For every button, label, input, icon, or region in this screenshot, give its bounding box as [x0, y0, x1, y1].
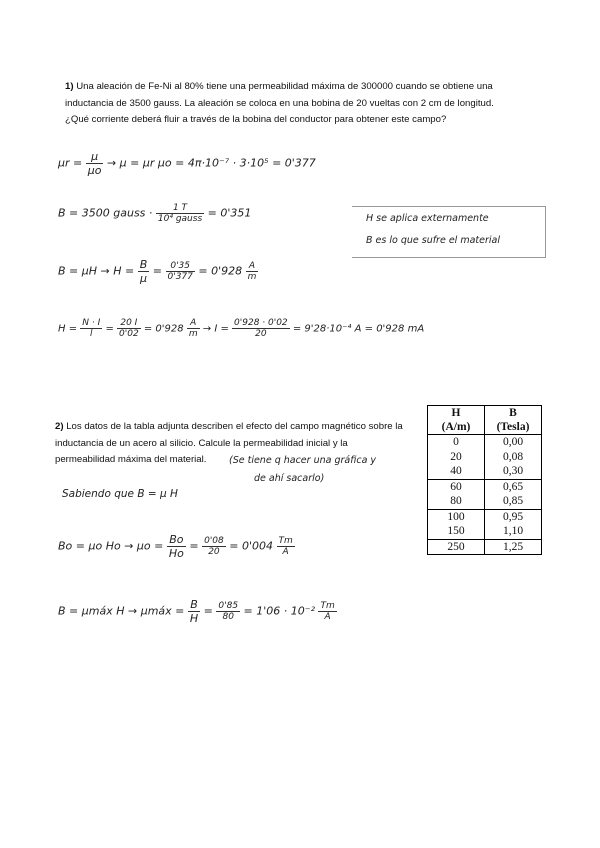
note-box	[352, 206, 546, 258]
table-row	[428, 509, 542, 524]
table-cell-b: 1,25	[485, 539, 542, 555]
problem-2-note-line1: (Se tiene q hacer una gráfica y	[229, 455, 377, 466]
work2-line2-frac2	[216, 601, 240, 622]
work1-line1-rest: → μ = μr μo = 4π·10⁻⁷ · 3·10⁵ = 0'377	[106, 156, 316, 170]
table-head-h-unit: (A/m)	[428, 420, 485, 435]
work1-line3-num: B	[139, 258, 148, 271]
work1-line4-frac2	[117, 318, 141, 339]
problem-1-text: Una aleación de Fe-Ni al 80% tiene una permeabilidad máxima de 300000 cuando se obtiene una inductancia de 3500 gauss. La aleación se coloca en una bobina de 20 vueltas con 2 cm de longitud. ¿Qué corriente deberá fluir a través de la bobina del conductor para obtener este campo?	[65, 81, 494, 125]
work2-line1-unit-num: Tm	[278, 536, 293, 546]
work1-line4-arrow: → I =	[202, 323, 229, 335]
work2-line2	[58, 598, 337, 625]
work2-line1-num: Bo	[167, 533, 186, 547]
work2-line1-den: Ho	[168, 547, 184, 560]
work1-line3-rest: = 0'928	[198, 264, 243, 278]
table-cell-h: 60	[428, 479, 485, 494]
table-cell-b: 0,30	[485, 464, 542, 479]
work1-line1	[58, 150, 316, 177]
work2-line1-frac	[167, 533, 186, 560]
work2-line2-unit	[318, 601, 336, 622]
table-cell-h: 20	[428, 450, 485, 465]
work1-line3-eq: =	[152, 264, 162, 278]
work1-line2-frac	[156, 203, 204, 224]
work2-line1-unit	[277, 536, 295, 557]
table-cell-h: 100	[428, 509, 485, 524]
table-head-b: B	[485, 406, 542, 421]
work1-line4-unit-den: m	[188, 329, 198, 339]
work1-line2-den: 10⁴ gauss	[157, 214, 203, 224]
note-box-line1: H se aplica externamente	[366, 213, 489, 224]
work2-intro: Sabiendo que B = μ H	[62, 488, 178, 500]
work1-line2-lhs: B = 3500 gauss ·	[58, 206, 153, 220]
table-cell-b: 0,95	[485, 509, 542, 524]
table-cell-b: 0,85	[485, 494, 542, 509]
note-box-line2: B es lo que sufre el material	[366, 235, 500, 246]
work1-line3-frac2	[166, 261, 195, 282]
work2-line1-lhs: Bo = μo Ho → μo =	[58, 539, 164, 553]
problem-1-statement	[65, 79, 497, 129]
work2-line2-unit-num: Tm	[320, 601, 335, 611]
work2-line1-unit-den: A	[282, 547, 289, 557]
work1-line4-frac3	[232, 318, 290, 339]
work1-line4-num: N · I	[82, 318, 101, 328]
table-row	[428, 479, 542, 494]
work2-line1	[58, 533, 295, 560]
work1-line4-num2: 20 I	[117, 318, 141, 329]
work1-line4-lhs: H =	[58, 323, 78, 335]
work2-line1-rest: = 0'004	[229, 539, 273, 553]
table-cell-b: 0,08	[485, 450, 542, 465]
table-row	[428, 494, 542, 509]
work1-line2-rest: = 0'351	[207, 206, 252, 220]
table-cell-b: 0,65	[485, 479, 542, 494]
table-cell-h: 40	[428, 464, 485, 479]
table-row	[428, 435, 542, 450]
table-head-h: H	[428, 406, 485, 421]
work2-line2-unit-den: A	[324, 612, 331, 622]
table-row	[428, 539, 542, 555]
work2-line1-frac2	[202, 536, 226, 557]
table-head-b-unit: (Tesla)	[485, 420, 542, 435]
table-cell-h: 150	[428, 524, 485, 539]
work2-line2-num: B	[188, 598, 200, 612]
table-cell-b: 1,10	[485, 524, 542, 539]
work2-line1-num2: 0'08	[204, 536, 224, 546]
work1-line2	[58, 203, 251, 224]
work1-line3-lhs: B = μH → H =	[58, 264, 135, 278]
table-cell-h: 0	[428, 435, 485, 450]
work1-line4-eq: =	[105, 323, 114, 335]
work1-line3	[58, 258, 258, 285]
data-table	[427, 405, 542, 555]
table-row	[428, 450, 542, 465]
table-cell-h: 80	[428, 494, 485, 509]
work2-line2-den2: 80	[222, 612, 234, 622]
work1-line3-den: μ	[140, 272, 147, 285]
work1-line3-unit	[246, 261, 259, 282]
table-cell-h: 250	[428, 539, 485, 555]
work2-line1-den2: 20	[208, 547, 220, 557]
work1-line1-den: μo	[87, 164, 102, 177]
work1-line4-den3: 20	[255, 329, 267, 339]
work1-line4	[58, 318, 424, 339]
work2-line2-lhs: B = μmáx H → μmáx =	[58, 604, 185, 618]
problem-2-note-line2: de ahí sacarlo)	[254, 473, 325, 484]
work1-line3-num2: 0'35	[166, 261, 195, 272]
work1-line4-den: l	[90, 329, 93, 339]
work1-line4-unit	[187, 318, 200, 339]
work1-line4-rest: = 9'28·10⁻⁴ A = 0'928 mA	[292, 323, 425, 335]
problem-1-number: 1)	[65, 81, 74, 92]
problem-2-number: 2)	[55, 421, 64, 432]
work2-line1-eq: =	[189, 539, 199, 553]
work1-line4-frac	[80, 318, 102, 339]
work1-line4-num3: 0'928 · 0'02	[234, 318, 288, 328]
work1-line3-unit-den: m	[247, 272, 257, 282]
work1-line1-num: μ	[86, 150, 104, 164]
table-row	[428, 524, 542, 539]
table-row	[428, 464, 542, 479]
work1-line3-unit-num: A	[246, 261, 259, 272]
work2-line2-den: H	[189, 612, 199, 625]
work1-line2-num: 1 T	[156, 203, 204, 214]
work1-line1-lhs: μr =	[58, 156, 83, 170]
work1-line1-frac	[86, 150, 104, 177]
work2-line2-eq: =	[203, 604, 213, 618]
problem-2-text: Los datos de la tabla adjunta describen el efecto del campo magnético sobre la inductancia de un acero al silicio. Calcule la permeabilidad inicial y la permeabilidad máxima del material.	[55, 421, 403, 465]
work1-line4-unit-num: A	[187, 318, 200, 329]
work1-line3-den2: 0'377	[167, 272, 193, 282]
table-cell-b: 0,00	[485, 435, 542, 450]
work1-line4-mid: = 0'928	[143, 323, 184, 335]
work2-line2-num2: 0'85	[218, 601, 239, 611]
work2-line2-frac	[188, 598, 200, 625]
work1-line4-den2: 0'02	[119, 329, 139, 339]
work1-line3-frac	[138, 258, 150, 285]
work2-line2-rest: = 1'06 · 10⁻²	[243, 604, 315, 618]
